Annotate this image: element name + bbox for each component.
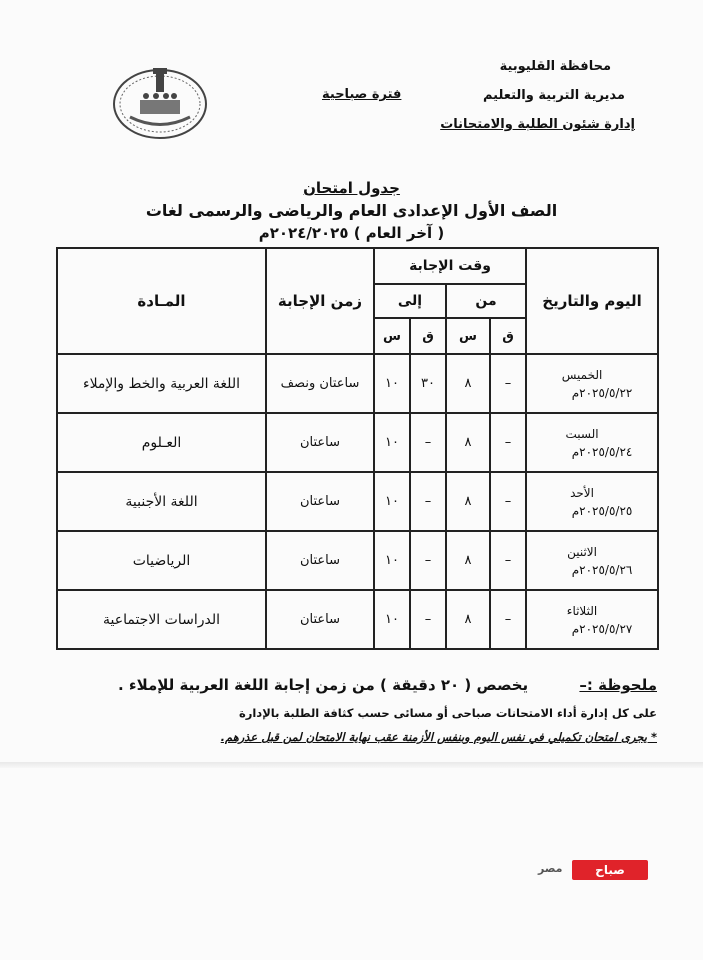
- cell-to-hour: ١٠: [374, 531, 410, 590]
- cell-day: الاثنين: [567, 544, 597, 559]
- cell-to-hour: ١٠: [374, 590, 410, 649]
- header-subject: المـادة: [57, 248, 266, 354]
- cell-duration: ساعتان: [266, 472, 374, 531]
- shift-label: فترة صباحية: [322, 87, 402, 102]
- table-row: [57, 590, 658, 649]
- cell-from-hour: ٨: [446, 354, 490, 413]
- cell-subject: اللغة الأجنبية: [57, 472, 266, 531]
- table-row: [57, 472, 658, 531]
- cell-to-hour: ١٠: [374, 413, 410, 472]
- cell-from-min: –: [490, 413, 526, 472]
- cell-to-hour: ١٠: [374, 354, 410, 413]
- note-label: ملحوظة :–: [579, 676, 657, 694]
- note-main: [47, 676, 657, 702]
- governorate-label: محافظة القليوبية: [499, 59, 611, 74]
- cell-day: السبت: [565, 426, 599, 441]
- page-fold: [0, 762, 703, 768]
- cell-from-min: –: [490, 590, 526, 649]
- cell-subject: العـلوم: [57, 413, 266, 472]
- header-to: إلى: [374, 284, 446, 318]
- watermark-brand-red: صباح: [572, 860, 648, 880]
- header-to-hour: س: [374, 318, 410, 354]
- cell-to-min: –: [410, 472, 446, 531]
- note-line-3: * يجرى امتحان تكميلي في نفس اليوم وبنفس الأزمنة عقب نهاية الامتحان لمن قبل عذرهم.: [220, 730, 657, 744]
- table-row: [57, 354, 658, 413]
- title-line-2: الصف الأول الإعدادى العام والرياضى والرسمى لغات: [145, 201, 558, 220]
- notes-section: [47, 676, 657, 744]
- cell-from-min: –: [490, 531, 526, 590]
- cell-to-min: –: [410, 531, 446, 590]
- header-answer-time: وقت الإجابة: [374, 248, 526, 284]
- cell-duration: ساعتان ونصف: [266, 354, 374, 413]
- directorate-label: مديرية التربية والتعليم: [482, 88, 625, 103]
- note-main-text: يخصص ( ٢٠ دقيقة ) من زمن إجابة اللغة العربية للإملاء .: [118, 676, 529, 694]
- cell-date: ٢٠٢٥/٥/٢٧م: [571, 621, 633, 636]
- header-from-hour: س: [446, 318, 490, 354]
- cell-day-date: [526, 354, 658, 413]
- cell-subject: اللغة العربية والخط والإملاء: [57, 354, 266, 413]
- cell-duration: ساعتان: [266, 531, 374, 590]
- watermark-logo: [538, 860, 648, 882]
- cell-day-date: [526, 590, 658, 649]
- title-line-1: جدول امتحان: [303, 179, 400, 197]
- header-to-min: ق: [410, 318, 446, 354]
- cell-to-min: ٣٠: [410, 354, 446, 413]
- cell-from-min: –: [490, 354, 526, 413]
- cell-from-hour: ٨: [446, 531, 490, 590]
- watermark-brand-gray: مصر: [538, 862, 563, 875]
- cell-duration: ساعتان: [266, 590, 374, 649]
- cell-day-date: [526, 531, 658, 590]
- cell-day: الأحد: [570, 485, 594, 500]
- header-day-date: اليوم والتاريخ: [526, 248, 658, 354]
- cell-to-min: –: [410, 590, 446, 649]
- table-row: [57, 531, 658, 590]
- note-line-2: على كل إدارة أداء الامتحانات صباحى أو مسائى حسب كثافة الطلبة بالإدارة: [238, 706, 657, 720]
- cell-subject: الدراسات الاجتماعية: [57, 590, 266, 649]
- cell-from-min: –: [490, 472, 526, 531]
- header-duration: زمن الإجابة: [266, 248, 374, 354]
- cell-day-date: [526, 413, 658, 472]
- cell-from-hour: ٨: [446, 472, 490, 531]
- header-from: من: [446, 284, 526, 318]
- table-row: [57, 413, 658, 472]
- cell-day-date: [526, 472, 658, 531]
- title-line-3: ( آخر العام ) ٢٠٢٤/٢٠٢٥م: [258, 224, 445, 242]
- cell-day: الثلاثاء: [566, 603, 598, 618]
- header-block: [440, 52, 635, 139]
- cell-date: ٢٠٢٥/٥/٢٥م: [571, 503, 633, 518]
- cell-day: الخميس: [561, 367, 603, 382]
- cell-date: ٢٠٢٥/٥/٢٦م: [571, 562, 633, 577]
- cell-subject: الرياضيات: [57, 531, 266, 590]
- header-from-min: ق: [490, 318, 526, 354]
- cell-duration: ساعتان: [266, 413, 374, 472]
- cell-from-hour: ٨: [446, 590, 490, 649]
- document-title: [0, 176, 703, 244]
- cell-to-min: –: [410, 413, 446, 472]
- department-label: إدارة شئون الطلبة والامتحانات: [440, 117, 635, 132]
- cell-date: ٢٠٢٥/٥/٢٢م: [571, 385, 633, 400]
- cell-date: ٢٠٢٥/٥/٢٤م: [571, 444, 633, 459]
- cell-to-hour: ١٠: [374, 472, 410, 531]
- ministry-seal-icon: [110, 62, 210, 142]
- cell-from-hour: ٨: [446, 413, 490, 472]
- exam-schedule-table: [56, 247, 659, 650]
